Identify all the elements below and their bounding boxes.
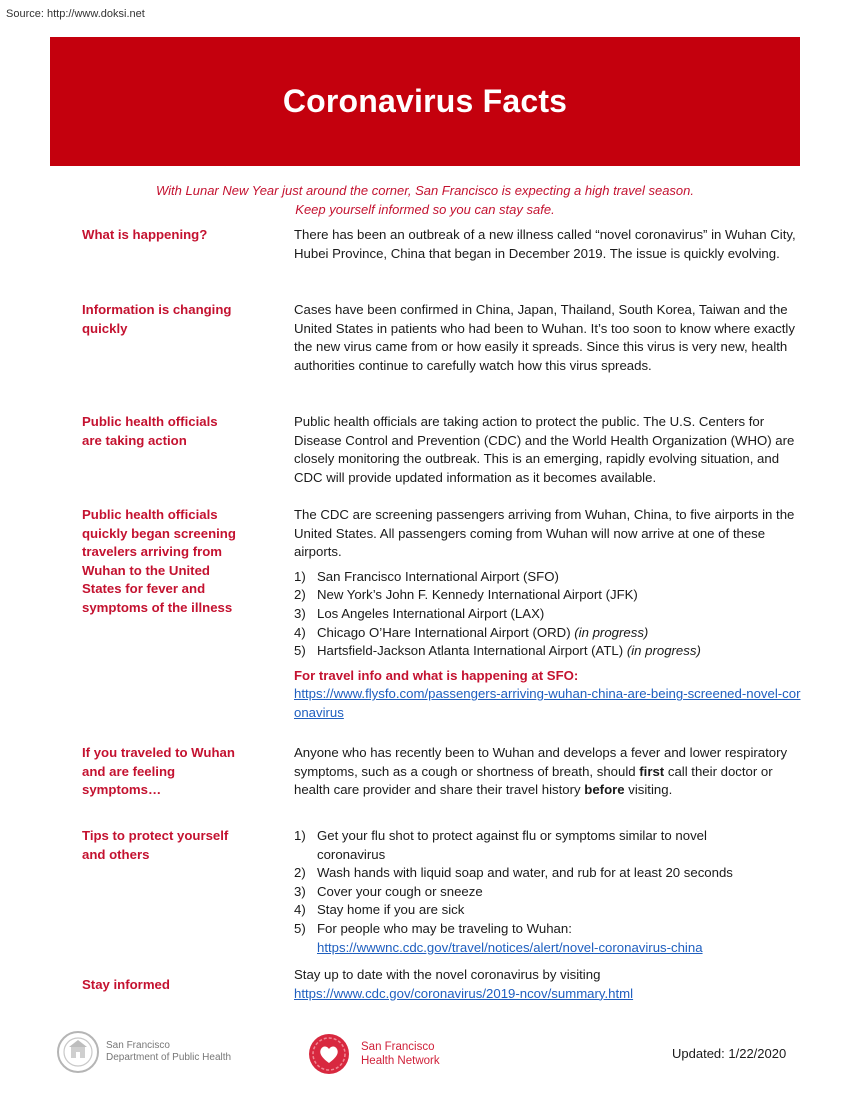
section-text [294, 744, 804, 800]
sfdph-line-2: Department of Public Health [106, 1052, 232, 1063]
city-seal-icon [56, 1030, 100, 1074]
list-number: 3) [294, 883, 306, 899]
list-item [294, 883, 754, 902]
list-number: 1) [294, 568, 306, 584]
page-title: Coronavirus Facts [282, 83, 568, 119]
tip-text: Stay home if you are sick [317, 902, 465, 918]
section-content [294, 506, 804, 723]
section-text: Public health officials are taking action to protect the public. The U.S. Centers for Disease Control and Prevention (CDC) and the World Health Organization (WHO) are closely monitoring the outbreak. This is an emerging, rapidly evolving situation, and CDC will provide updated information as it becomes available. [294, 414, 795, 485]
sfdph-line-1: San Francisco [106, 1040, 170, 1051]
list-number: 4) [294, 902, 306, 918]
section-content [294, 413, 804, 487]
list-item [294, 586, 804, 605]
updated-date: Updated: 1/22/2020 [672, 1046, 787, 1061]
airport-name: Los Angeles International Airport (LAX) [317, 605, 545, 621]
sfhn-line-1: San Francisco [361, 1041, 435, 1053]
section-text: Stay up to date with the novel coronavirus by visiting [294, 967, 601, 982]
tip-text: Get your flu shot to protect against flu or symptoms similar to novel coronavirus [317, 828, 707, 862]
section-content [294, 226, 804, 263]
text-part: visiting. [624, 782, 673, 798]
section-label: Public health officials quickly began screening travelers arriving from Wuhan to the United States for fever and symptoms of the illness [82, 507, 236, 615]
cdc-summary-link[interactable]: https://www.cdc.gov/coronavirus/2019-ncov/summary.html [294, 985, 634, 1001]
section-label: What is happening? [82, 227, 208, 242]
list-number: 2) [294, 865, 306, 881]
list-number: 2) [294, 587, 306, 603]
intro-line-2: Keep yourself informed so you can stay safe. [295, 202, 555, 217]
list-number: 5) [294, 920, 306, 936]
intro-text [50, 181, 800, 219]
section-text: Cases have been confirmed in China, Japan, Thailand, South Korea, Taiwan and the United States in patients who had been to Wuhan. It’s too soon to know where exactly the new virus came from or how easily it spreads. Since this virus is very new, health authorities continue to carefully watch how this virus spreads. [294, 302, 795, 373]
sfdph-name [106, 1040, 231, 1064]
intro-line-1: With Lunar New Year just around the corner, San Francisco is expecting a high travel season. [156, 183, 694, 198]
list-item [294, 568, 804, 587]
title-banner [50, 37, 800, 166]
sfdph-logo [56, 1030, 231, 1074]
list-number: 5) [294, 643, 306, 659]
tips-list [294, 827, 754, 957]
section-label: If you traveled to Wuhan and are feeling symptoms… [82, 745, 235, 798]
sfhn-line-2: Health Network [361, 1055, 440, 1067]
section-content [294, 827, 804, 957]
list-item [294, 864, 754, 883]
section-text: The CDC are screening passengers arriving from Wuhan, China, to five airports in the United States. All passengers coming from Wuhan will now arrive at one of these airports. [294, 507, 795, 560]
section-label: Tips to protect yourself and others [82, 828, 229, 862]
list-item [294, 901, 754, 920]
section-label: Public health officials are taking action [82, 414, 218, 448]
sfo-heading: For travel info and what is happening at SFO: [294, 667, 579, 683]
text-part: Anyone who has recently been to Wuhan and develops a fever and lower respiratory symptoms, such as a cough or shortness of breath, should [294, 745, 788, 779]
progress-note: (in progress) [626, 643, 701, 659]
section-label: Stay informed [82, 977, 170, 992]
source-line: Source: http://www.doksi.net [6, 8, 145, 20]
progress-note: (in progress) [574, 624, 649, 640]
emphasis-before: before [584, 782, 625, 798]
wuhan-travel-link[interactable]: https://wwwnc.cdc.gov/travel/notices/alert/novel-coronavirus-china [317, 939, 703, 955]
section-content [294, 744, 804, 800]
airport-name: Hartsfield-Jackson Atlanta International Airport (ATL) [317, 643, 624, 659]
tip-text: For people who may be traveling to Wuhan: [317, 920, 572, 936]
list-number: 3) [294, 605, 306, 621]
sfhn-name [361, 1040, 440, 1068]
airport-name: San Francisco International Airport (SFO) [317, 568, 559, 584]
airport-name: Chicago O’Hare International Airport (ORD) [317, 624, 571, 640]
section-text: There has been an outbreak of a new illness called “novel coronavirus” in Wuhan City, Hubei Province, China that began in December 2019. The issue is quickly evolving. [294, 227, 796, 261]
list-number: 1) [294, 828, 306, 843]
text-part: call their doctor or health care provider and share their travel history [294, 763, 773, 798]
list-item [294, 624, 804, 643]
tip-text: Cover your cough or sneeze [317, 883, 483, 899]
list-item [294, 827, 754, 864]
list-item [294, 642, 804, 661]
sfo-link[interactable]: https://www.flysfo.com/passengers-arriving-wuhan-china-are-being-screened-novel-coronavirus [294, 686, 801, 720]
tip-text: Wash hands with liquid soap and water, and rub for at least 20 seconds [317, 865, 733, 881]
list-item [294, 920, 754, 957]
airport-name: New York’s John F. Kennedy International Airport (JFK) [317, 587, 638, 603]
emphasis-first: first [639, 763, 665, 779]
section-content [294, 966, 804, 1003]
list-item [294, 605, 804, 624]
list-number: 4) [294, 624, 306, 640]
section-label: Information is changing quickly [82, 302, 232, 336]
section-content [294, 301, 804, 375]
heart-icon [307, 1032, 351, 1076]
sfhn-logo [307, 1032, 440, 1076]
airport-list [294, 568, 804, 661]
